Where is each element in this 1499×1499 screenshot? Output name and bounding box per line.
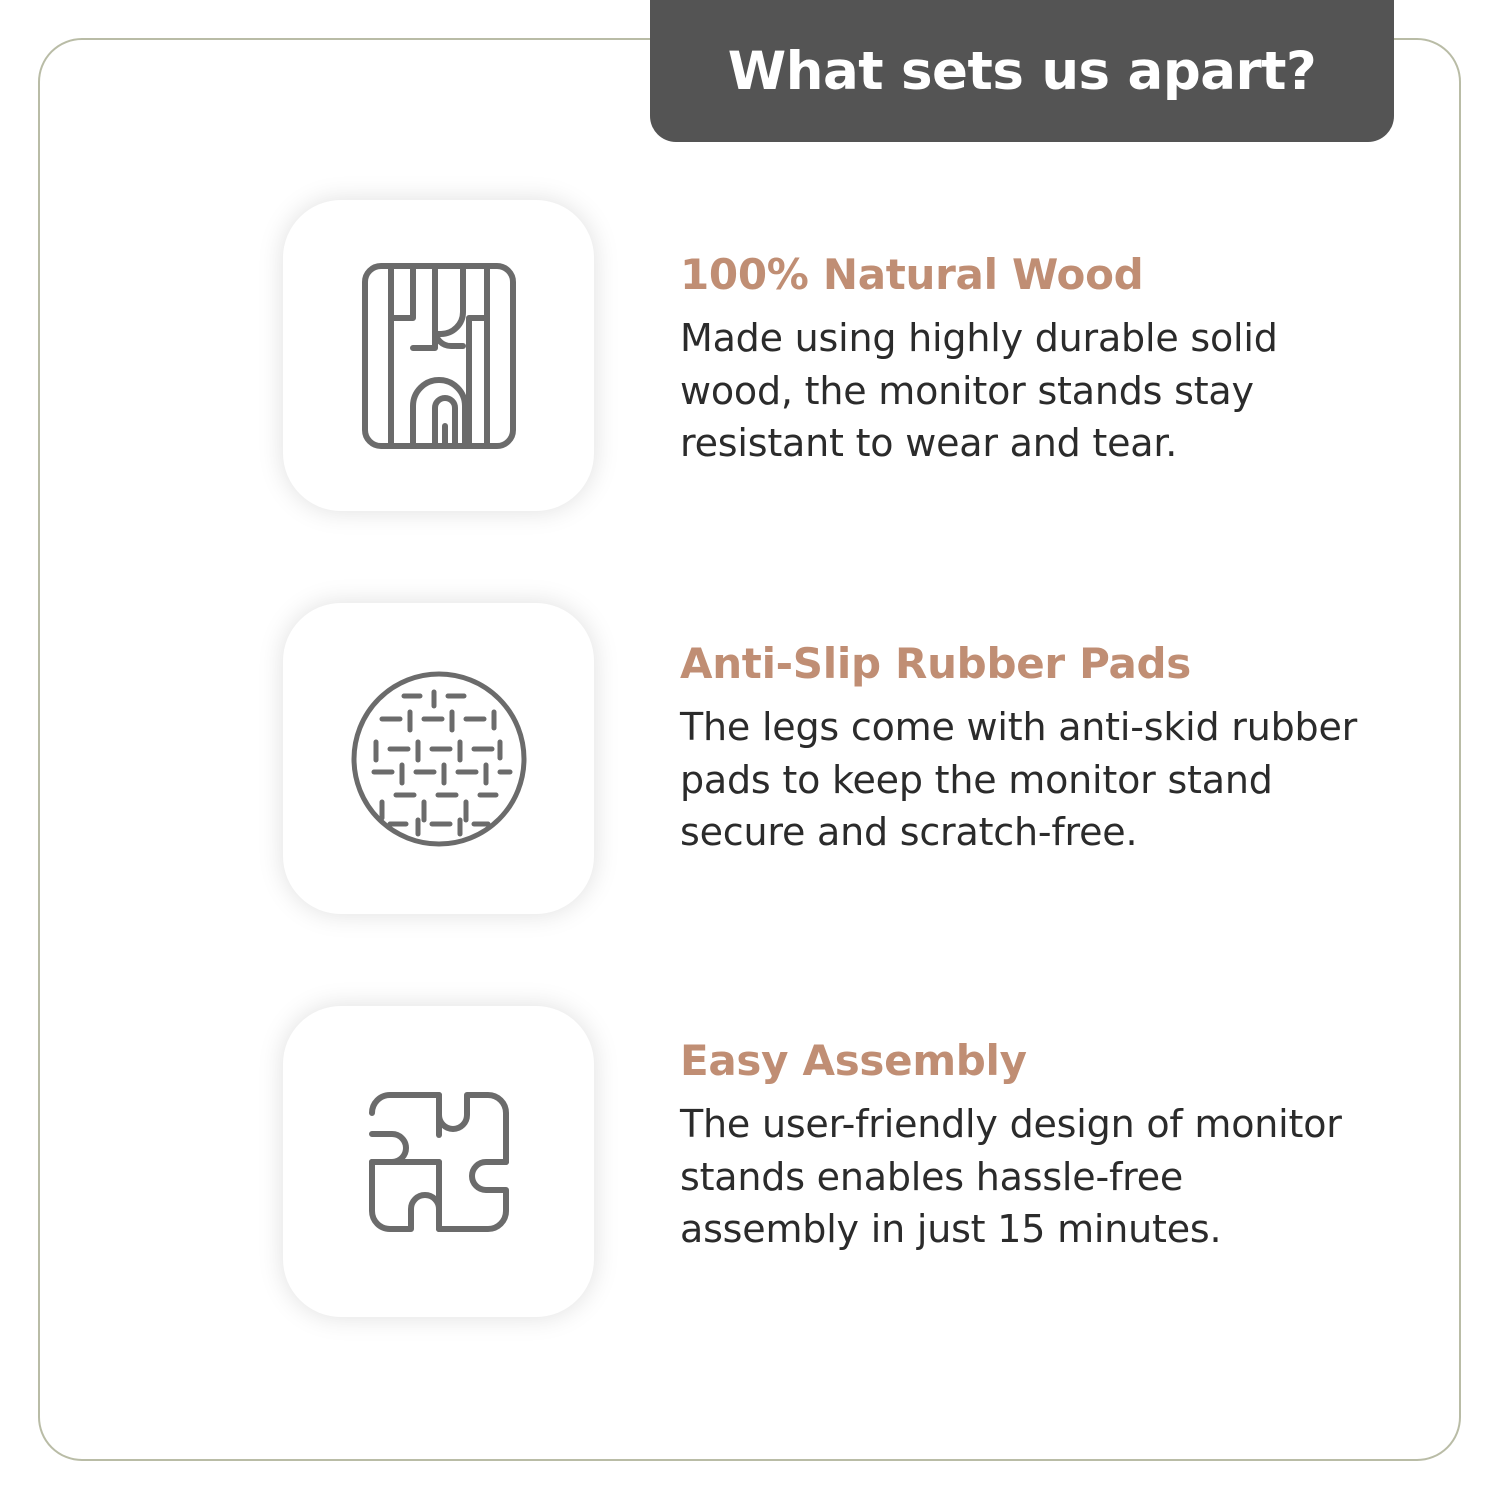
feature-text-block	[594, 1006, 1370, 1256]
feature-title: Easy Assembly	[680, 1036, 1027, 1085]
page-title: What sets us apart?	[727, 40, 1317, 102]
puzzle-pieces-icon	[346, 1069, 532, 1255]
feature-description: The legs come with anti-skid rubber pads to keep the monitor stand secure and scratch-free.	[680, 705, 1358, 855]
feature-text-block	[594, 200, 1370, 470]
feature-icon-tile	[283, 1006, 594, 1317]
wood-grain-icon	[355, 256, 523, 456]
feature-icon-tile	[283, 200, 594, 511]
feature-item	[0, 1006, 1499, 1317]
feature-description: Made using highly durable solid wood, the monitor stands stay resistant to wear and tear.	[680, 316, 1278, 466]
feature-text-block	[594, 603, 1370, 859]
feature-list	[0, 200, 1499, 1317]
feature-title: Anti-Slip Rubber Pads	[680, 639, 1191, 688]
feature-item	[0, 200, 1499, 511]
feature-item	[0, 603, 1499, 914]
header-banner	[650, 0, 1394, 142]
feature-description: The user-friendly design of monitor stands enables hassle-free assembly in just 15 minutes.	[680, 1102, 1342, 1252]
feature-icon-tile	[283, 603, 594, 914]
rubber-pad-texture-icon	[344, 664, 534, 854]
feature-title: 100% Natural Wood	[680, 250, 1144, 299]
